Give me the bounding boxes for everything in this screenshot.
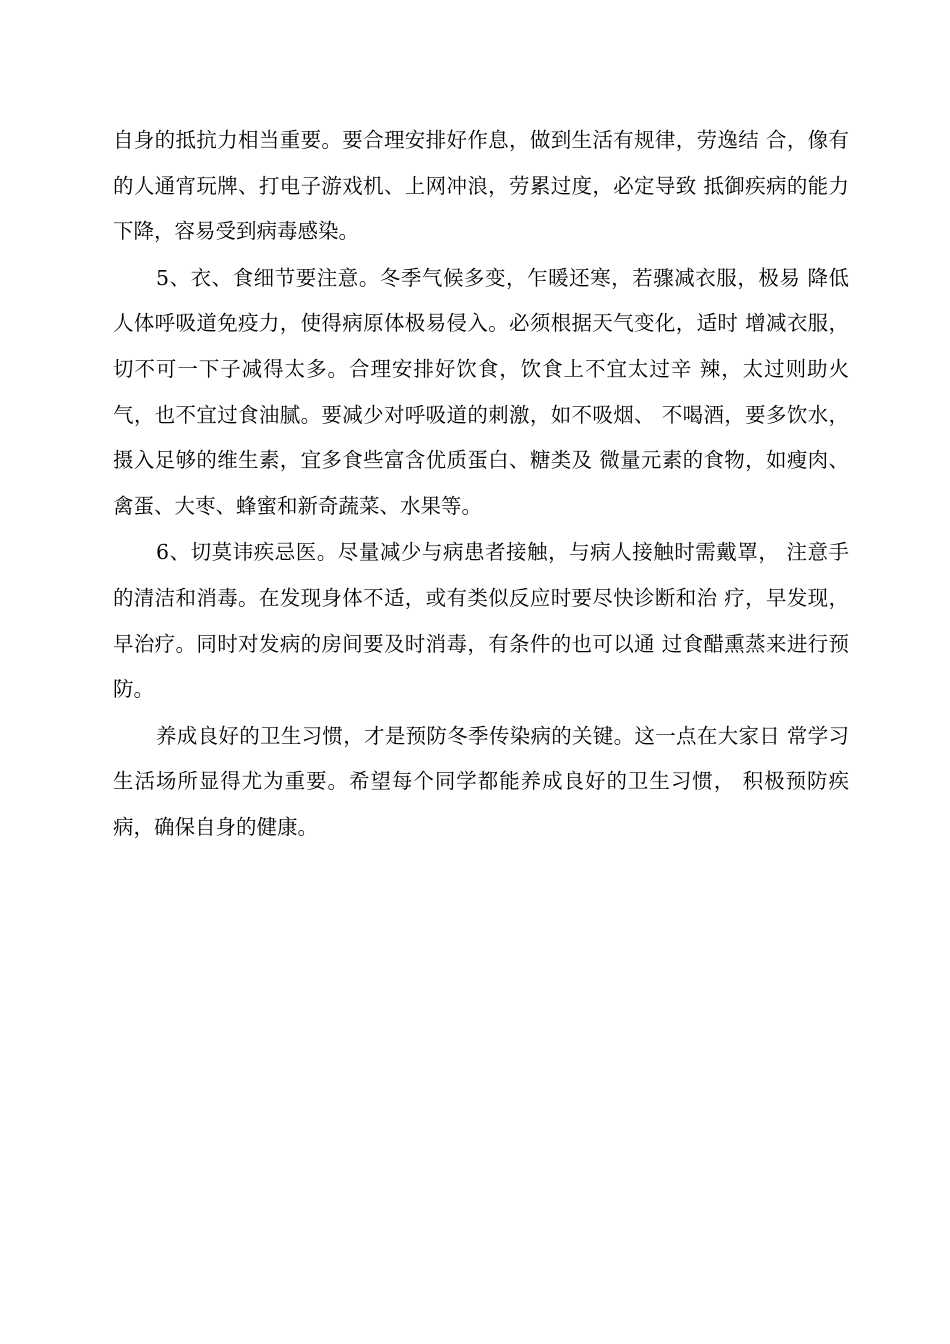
paragraph-3: 6、切莫讳疾忌医。尽量减少与病患者接触，与病人接触时需戴罩， 注意手的清洁和消毒。在发现身体不适，或有类似反应时要尽快诊断和治 疗，早发现，早治疗。同时对发病的房间要及时消毒，有条件的也可以通 过食醋熏蒸来进行预防。 <box>113 540 849 702</box>
paragraph-4: 养成良好的卫生习惯，才是预防冬季传染病的关键。这一点在大家日 常学习生活场所显得尤为重要。希望每个同学都能养成良好的卫生习惯， 积极预防疾病，确保自身的健康。 <box>113 723 849 839</box>
document-body <box>113 118 849 852</box>
paragraph-1: 自身的抵抗力相当重要。要合理安排好作息，做到生活有规律，劳逸结 合，像有的人通宵玩牌、打电子游戏机、上网冲浪，劳累过度，必定导致 抵御疾病的能力下降，容易受到病毒感染。 <box>113 128 849 244</box>
paragraph-2: 5、衣、食细节要注意。冬季气候多变，乍暖还寒，若骤减衣服，极易 降低人体呼吸道免疫力，使得病原体极易侵入。必须根据天气变化，适时 增减衣服，切不可一下子减得太多。合理安排好饮食，饮食上不宜太过辛 辣，太过则助火气，也不宜过食油腻。要减少对呼吸道的刺激，如不吸烟、 不喝酒，要多饮水，摄入足够的维生素，宜多食些富含优质蛋白、糖类及 微量元素的食物，如瘦肉、禽蛋、大枣、蜂蜜和新奇蔬菜、水果等。 <box>113 265 849 518</box>
